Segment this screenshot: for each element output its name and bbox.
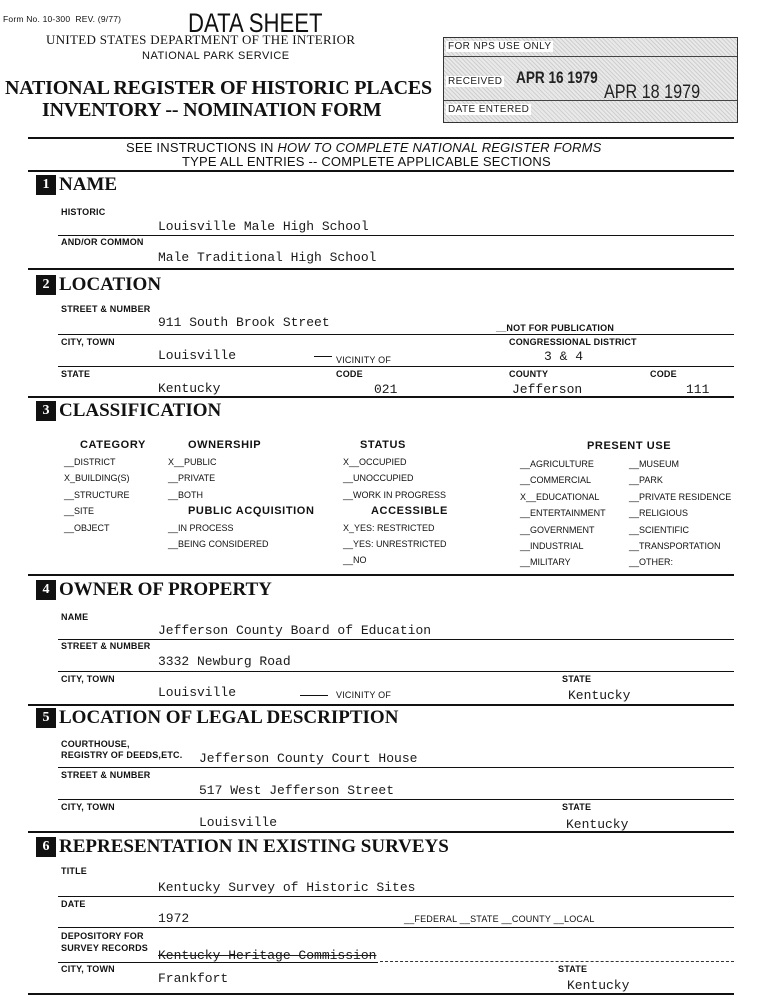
- section-4-heading: [36, 579, 272, 601]
- instructions-2: TYPE ALL ENTRIES -- COMPLETE APPLICABLE SECTIONS: [182, 154, 551, 169]
- divider: [58, 671, 734, 672]
- historic-label: HISTORIC: [61, 207, 106, 217]
- divider: [28, 574, 734, 576]
- divider: [58, 366, 734, 367]
- city-value: Louisville: [158, 348, 237, 363]
- ownership-private: __PRIVATE: [168, 473, 216, 484]
- section-title: OWNER OF PROPERTY: [59, 579, 272, 600]
- category-buildings: X_BUILDING(S): [64, 473, 130, 484]
- survey-levels: __FEDERAL __STATE __COUNTY __LOCAL: [404, 914, 595, 924]
- divider: [28, 396, 734, 398]
- section-3-heading: [36, 400, 221, 422]
- survey-date: 1972: [158, 911, 190, 926]
- category-heading: CATEGORY: [80, 439, 146, 451]
- common-name: Male Traditional High School: [158, 250, 377, 265]
- legal-state: Kentucky: [566, 817, 629, 832]
- category-structure: __STRUCTURE: [64, 489, 130, 500]
- not-for-publication: __NOT FOR PUBLICATION: [496, 323, 615, 333]
- use-private-residence: __PRIVATE RESIDENCE: [629, 491, 732, 502]
- present-use-column-1: [520, 456, 606, 571]
- divider: [380, 961, 734, 962]
- form-title-1: NATIONAL REGISTER OF HISTORIC PLACES: [5, 77, 432, 99]
- owner-name: Jefferson County Board of Education: [158, 623, 432, 638]
- use-park: __PARK: [629, 475, 663, 486]
- section-number: 5: [36, 708, 56, 728]
- accessible-heading: ACCESSIBLE: [371, 505, 448, 518]
- section-title: LOCATION: [59, 274, 162, 295]
- category-site: __SITE: [64, 506, 95, 517]
- use-scientific: __SCIENTIFIC: [629, 524, 690, 535]
- nps-use-box: [443, 37, 738, 123]
- depository-value: Kentucky Heritage Commission: [158, 948, 377, 963]
- divider: [28, 993, 734, 995]
- legal-street: 517 West Jefferson Street: [199, 783, 395, 798]
- use-industrial: __INDUSTRIAL: [520, 541, 584, 552]
- owner-street-label: STREET & NUMBER: [61, 641, 151, 651]
- county-label: COUNTY: [509, 369, 549, 379]
- vicinity-label: VICINITY OF: [336, 355, 392, 365]
- use-entertainment: __ENTERTAINMENT: [520, 508, 606, 519]
- section-number: 2: [36, 275, 56, 295]
- received-label: RECEIVED: [448, 76, 503, 87]
- vicinity-blank: [300, 695, 328, 696]
- public-acquisition-heading: PUBLIC ACQUISITION: [188, 505, 315, 518]
- ownership-column: [168, 437, 315, 552]
- form-title-2: INVENTORY -- NOMINATION FORM: [42, 99, 382, 121]
- survey-date-label: DATE: [61, 899, 86, 909]
- street-value: 911 South Brook Street: [158, 315, 330, 330]
- legal-street-label: STREET & NUMBER: [61, 770, 151, 780]
- category-column: [64, 437, 146, 536]
- historic-name: Louisville Male High School: [158, 219, 369, 234]
- divider: [58, 962, 378, 963]
- date-entered-label: DATE ENTERED: [448, 104, 530, 115]
- received-date: APR 16 1979: [516, 68, 598, 87]
- depository-label-1: DEPOSITORY FOR: [61, 931, 144, 941]
- code-value: 021: [374, 382, 398, 397]
- divider: [28, 170, 734, 172]
- courthouse-label-2: REGISTRY OF DEEDS,ETC.: [61, 750, 183, 760]
- section-title: REPRESENTATION IN EXISTING SURVEYS: [59, 836, 449, 857]
- owner-state: Kentucky: [568, 688, 631, 703]
- data-sheet-stamp: DATA SHEET: [188, 8, 323, 38]
- code-label: CODE: [336, 369, 363, 379]
- department-name: UNITED STATES DEPARTMENT OF THE INTERIOR: [46, 32, 356, 47]
- divider: [58, 767, 734, 768]
- owner-vicinity-label: VICINITY OF: [336, 690, 392, 700]
- congressional-label: CONGRESSIONAL DISTRICT: [509, 337, 637, 347]
- legal-city: Louisville: [199, 815, 278, 830]
- depository-state-label: STATE: [558, 964, 588, 974]
- section-1-heading: [36, 174, 117, 196]
- courthouse-value: Jefferson County Court House: [199, 751, 418, 766]
- county-code-value: 111: [686, 382, 710, 397]
- congressional-value: 3 & 4: [544, 349, 584, 364]
- section-6-heading: [36, 836, 449, 858]
- county-code-label: CODE: [650, 369, 677, 379]
- use-educational: X__EDUCATIONAL: [520, 491, 600, 502]
- divider: [28, 268, 734, 270]
- status-heading: STATUS: [360, 439, 406, 451]
- section-number: 6: [36, 837, 56, 857]
- form-number: Form No. 10-300 REV. (9/77): [3, 14, 122, 24]
- accessible-unrestricted: __YES: UNRESTRICTED: [343, 539, 447, 550]
- section-title: NAME: [59, 174, 118, 195]
- street-label: STREET & NUMBER: [61, 304, 151, 314]
- header-divider: [28, 137, 734, 139]
- nps-use-only-label: FOR NPS USE ONLY: [448, 41, 552, 52]
- section-title: LOCATION OF LEGAL DESCRIPTION: [59, 707, 399, 728]
- status-column: [343, 437, 448, 569]
- status-work-in-progress: __WORK IN PROGRESS: [343, 489, 447, 500]
- section-title: CLASSIFICATION: [59, 400, 222, 421]
- vicinity-blank: [314, 356, 332, 357]
- acquisition-being-considered: __BEING CONSIDERED: [168, 539, 269, 550]
- use-other: __OTHER:: [629, 557, 674, 568]
- owner-street: 3332 Newburg Road: [158, 654, 291, 669]
- entered-stamp: APR 18 1979: [604, 82, 701, 103]
- divider: [58, 927, 734, 928]
- owner-city: Louisville: [158, 685, 237, 700]
- divider: [58, 799, 734, 800]
- category-district: __DISTRICT: [64, 457, 116, 467]
- present-use-column-2: [629, 456, 731, 571]
- acquisition-in-process: __IN PROCESS: [168, 522, 234, 533]
- service-name: NATIONAL PARK SERVICE: [142, 50, 290, 62]
- depository-state: Kentucky: [567, 978, 630, 993]
- present-use-heading: PRESENT USE: [587, 440, 672, 452]
- section-number: 1: [36, 175, 56, 195]
- state-value: Kentucky: [158, 381, 221, 396]
- accessible-restricted: X_YES: RESTRICTED: [343, 522, 435, 533]
- divider: [58, 235, 734, 236]
- use-religious: __RELIGIOUS: [629, 508, 689, 519]
- accessible-no: __NO: [343, 555, 367, 566]
- city-label: CITY, TOWN: [61, 337, 115, 347]
- use-museum: __MUSEUM: [629, 459, 680, 469]
- use-government: __GOVERNMENT: [520, 524, 595, 535]
- county-value: Jefferson: [512, 382, 583, 397]
- use-agriculture: __AGRICULTURE: [520, 459, 594, 469]
- divider: [58, 896, 734, 897]
- use-commercial: __COMMERCIAL: [520, 475, 592, 486]
- section-2-heading: [36, 274, 161, 296]
- section-number: 4: [36, 580, 56, 600]
- survey-title: Kentucky Survey of Historic Sites: [158, 880, 416, 895]
- owner-name-label: NAME: [61, 612, 89, 622]
- category-object: __OBJECT: [64, 522, 110, 533]
- ownership-heading: OWNERSHIP: [188, 439, 262, 451]
- section-5-heading: [36, 707, 398, 729]
- state-label: STATE: [61, 369, 91, 379]
- legal-state-label: STATE: [562, 802, 592, 812]
- depository-city: Frankfort: [158, 971, 229, 986]
- common-label: AND/OR COMMON: [61, 237, 144, 247]
- status-unoccupied: __UNOCCUPIED: [343, 473, 414, 484]
- owner-state-label: STATE: [562, 674, 592, 684]
- survey-title-label: TITLE: [61, 866, 87, 876]
- divider: [58, 639, 734, 640]
- divider: [58, 334, 734, 335]
- depository-city-label: CITY, TOWN: [61, 964, 115, 974]
- depository-label-2: SURVEY RECORDS: [61, 943, 148, 953]
- section-number: 3: [36, 401, 56, 421]
- legal-city-label: CITY, TOWN: [61, 802, 115, 812]
- use-military: __MILITARY: [520, 557, 571, 568]
- ownership-both: __BOTH: [168, 489, 204, 500]
- owner-city-label: CITY, TOWN: [61, 674, 115, 684]
- ownership-public: X__PUBLIC: [168, 457, 217, 467]
- divider: [28, 704, 734, 706]
- divider: [28, 831, 734, 833]
- instructions-1: SEE INSTRUCTIONS IN HOW TO COMPLETE NATIONAL REGISTER FORMS: [126, 140, 602, 155]
- courthouse-label-1: COURTHOUSE,: [61, 739, 130, 749]
- use-transportation: __TRANSPORTATION: [629, 541, 721, 552]
- status-occupied: X__OCCUPIED: [343, 457, 407, 467]
